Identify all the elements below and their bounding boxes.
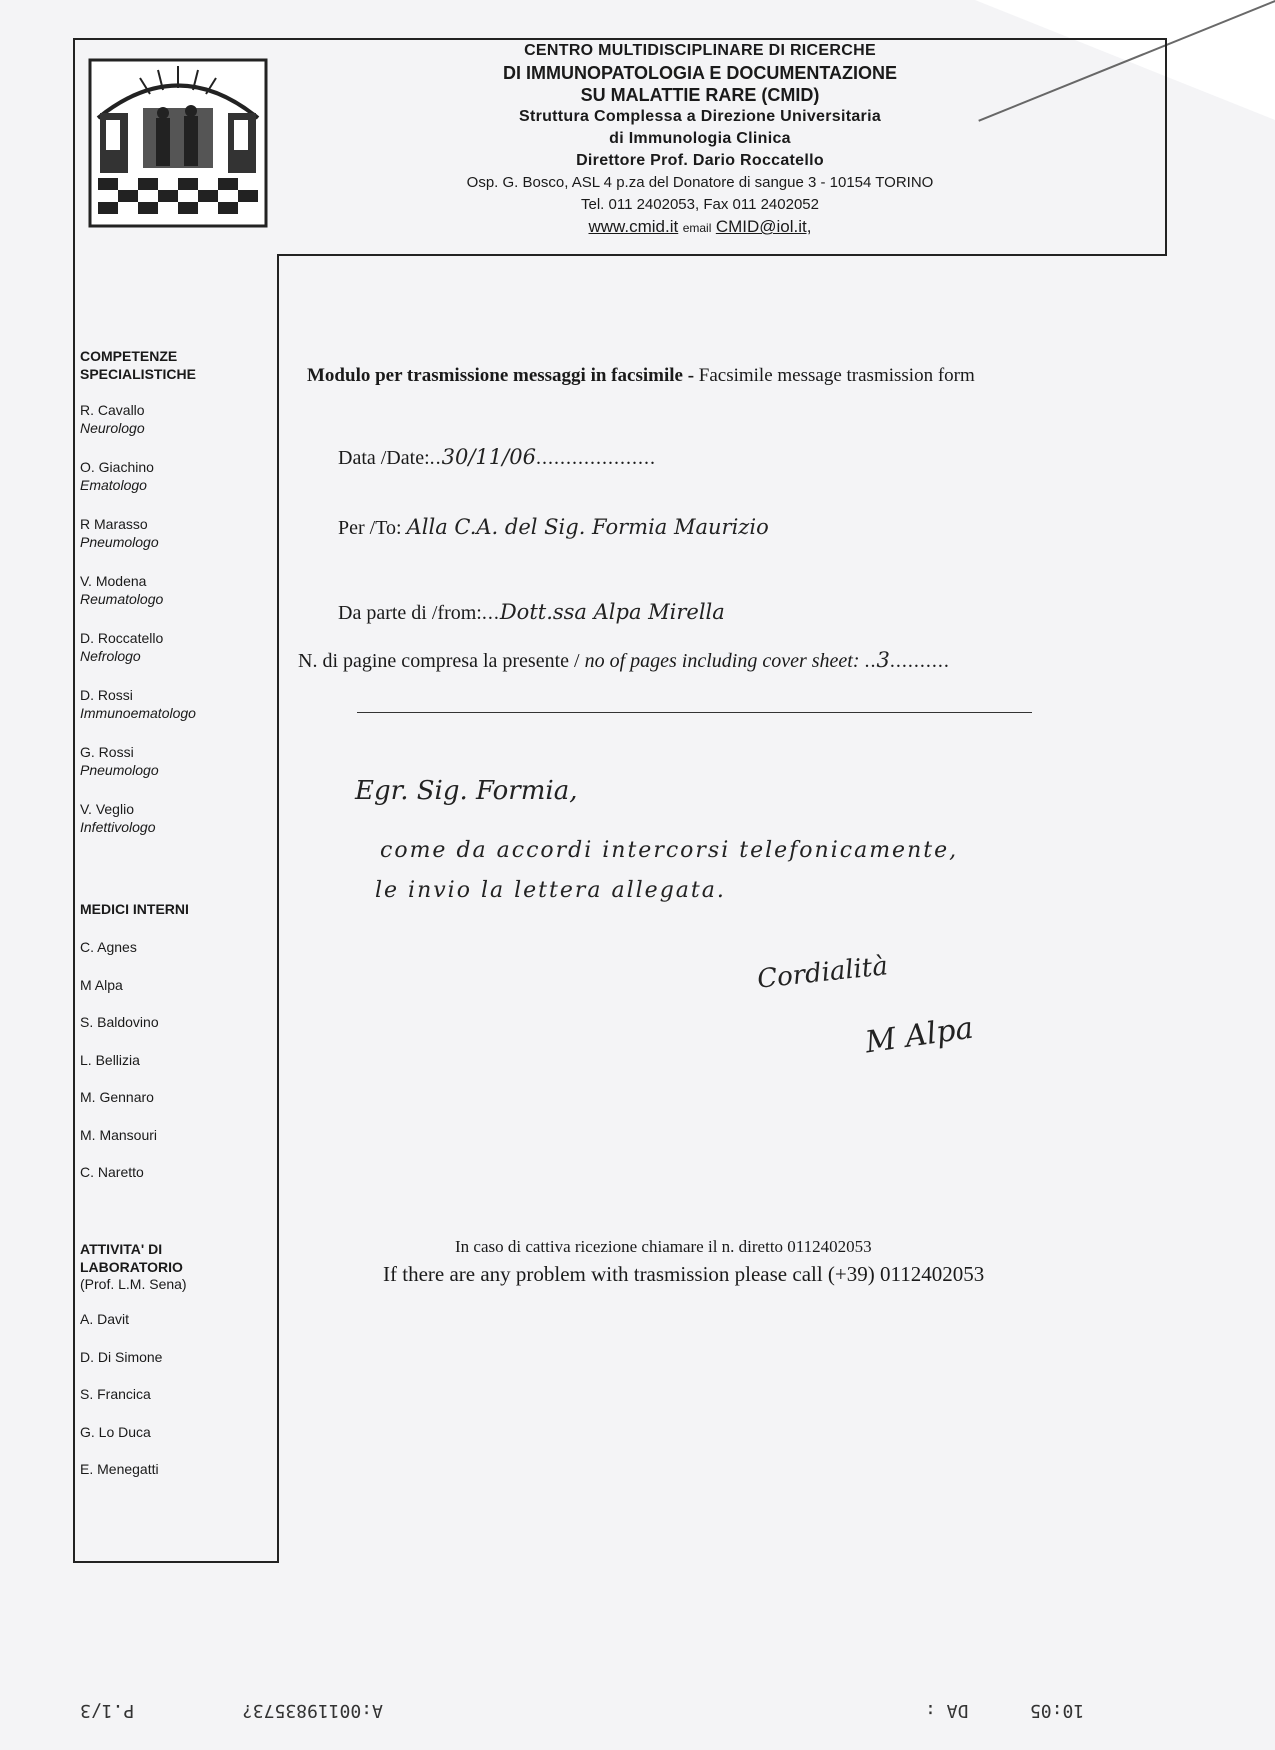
lab-staff-name: S. Francica [80, 1386, 151, 1402]
specialist-name: R. Cavallo [80, 402, 145, 418]
lab-subtitle: (Prof. L.M. Sena) [80, 1276, 187, 1292]
from-value: Dott.ssa Alpa Mirella [499, 600, 725, 624]
lab-staff-name: G. Lo Duca [80, 1423, 151, 1440]
specialist-entry [80, 743, 270, 779]
pages-value: 3 [876, 648, 890, 672]
pages-label-it: N. di pagine compresa la presente / [298, 650, 585, 672]
website-link[interactable]: www.cmid.it [588, 217, 679, 236]
specialist-name: V. Veglio [80, 801, 134, 817]
lab-staff-name: D. Di Simone [80, 1348, 163, 1365]
form-title [307, 365, 975, 387]
specialist-entry [80, 572, 270, 608]
frame-bottom [73, 1561, 279, 1563]
specialist-name: V. Modena [80, 573, 147, 589]
specialist-name: G. Rossi [80, 744, 134, 760]
footer-english: If there are any problem with trasmission please call (+39) 0112402053 [383, 1262, 985, 1286]
separator-line [357, 712, 1032, 713]
date-value: 30/11/06 [441, 445, 536, 469]
specialist-name: O. Giachino [80, 459, 154, 475]
signature: M Alpa [863, 1010, 976, 1061]
lab-staff-name: A. Davit [80, 1311, 130, 1327]
pages-field: N. di pagine compresa la presente / no of pages including cover sheet: ..3.......... [298, 648, 950, 672]
to-value: Alla C.A. del Sig. Formia Maurizio [406, 515, 769, 539]
specialist-role: Reumatologo [80, 591, 164, 607]
footer-italian: In caso di cattiva ricezione chiamare il n. diretto 0112402053 [455, 1237, 872, 1256]
lab-title: ATTIVITA' DI [80, 1241, 163, 1257]
header-line6: Direttore Prof. Dario Roccatello [576, 152, 824, 169]
cmid-logo [88, 58, 268, 228]
medico-name: S. Baldovino [80, 1014, 159, 1030]
email-link[interactable]: CMID@iol.it, [715, 217, 812, 236]
pages-label-en: no of pages including cover sheet: [584, 650, 860, 672]
email-label: email [682, 221, 712, 235]
sidebar-medici [80, 900, 270, 1181]
lab-title2: LABORATORIO [80, 1259, 183, 1275]
letter-closing: Cordialità [755, 951, 890, 995]
medico-name: L. Bellizia [80, 1051, 140, 1068]
from-field: Da parte di /from:...Dott.ssa Alpa Mirella [338, 600, 725, 624]
from-label: Da parte di /from: [338, 602, 482, 624]
competenze-title2: SPECIALISTICHE [80, 366, 196, 382]
medici-title: MEDICI INTERNI [80, 901, 189, 917]
header-line5: di Immunologia Clinica [609, 130, 791, 147]
frame-left [73, 38, 75, 1563]
medico-name: M Alpa [80, 976, 123, 993]
form-title-it: Modulo per trasmissione messaggi in facsimile [307, 365, 683, 386]
frame-header-bottom [277, 254, 1167, 256]
letter-line2: le invio la lettera allegata. [375, 878, 726, 903]
medico-name: M. Mansouri [80, 1126, 158, 1143]
date-label: Data /Date: [338, 447, 430, 469]
medico-name: C. Agnes [80, 939, 137, 955]
specialist-entry [80, 800, 270, 836]
medico-name: M. Gennaro [80, 1089, 154, 1105]
sidebar-laboratorio [80, 1240, 270, 1478]
letterhead [300, 40, 1100, 239]
to-label: Per /To: [338, 517, 402, 539]
fax-time: 10:05 [1030, 1700, 1085, 1721]
frame-header-right [1165, 38, 1167, 256]
specialist-entry [80, 629, 270, 665]
header-phone: Tel. 011 2402053, Fax 011 2402052 [581, 196, 819, 213]
header-line4: Struttura Complessa a Direzione Universitaria [518, 108, 882, 125]
header-address: Osp. G. Bosco, ASL 4 p.za del Donatore di sangue 3 - 10154 TORINO [466, 174, 934, 191]
specialist-role: Infettivologo [80, 819, 156, 835]
competenze-title: COMPETENZE [80, 348, 178, 364]
letter-greeting: Egr. Sig. Formia, [355, 776, 578, 806]
specialist-name: D. Roccatello [80, 630, 164, 646]
lab-staff-name: E. Menegatti [80, 1461, 159, 1477]
form-title-sep: - [682, 365, 699, 386]
specialist-role: Pneumologo [80, 762, 159, 778]
fax-page-count: P.1/3 [80, 1700, 135, 1721]
fax-da: DA : [925, 1700, 969, 1721]
frame-sidebar-right [277, 254, 279, 1563]
specialist-entry [80, 401, 270, 437]
specialist-role: Neurologo [80, 420, 145, 436]
specialist-role: Nefrologo [80, 648, 141, 664]
letter-line1: come da accordi intercorsi telefonicamente, [380, 838, 959, 863]
to-field [338, 515, 769, 540]
specialist-role: Ematologo [80, 477, 147, 493]
fax-number: A:0011983573? [242, 1700, 383, 1721]
sidebar-competenze [80, 347, 270, 836]
specialist-entry [80, 686, 270, 722]
specialist-role: Pneumologo [80, 534, 159, 550]
header-line1: CENTRO MULTIDISCIPLINARE DI RICERCHE [524, 42, 876, 59]
form-title-en: Facsimile message trasmission form [698, 365, 975, 386]
header-line2: DI IMMUNOPATOLOGIA E DOCUMENTAZIONE [503, 63, 897, 83]
specialist-entry [80, 458, 270, 494]
specialist-name: R Marasso [80, 516, 148, 532]
medico-name: C. Naretto [80, 1164, 144, 1180]
specialist-entry [80, 515, 270, 551]
date-field: Data /Date:..30/11/06.................... [338, 445, 656, 469]
specialist-name: D. Rossi [80, 687, 133, 703]
specialist-role: Immunoematologo [80, 705, 196, 721]
header-line3: SU MALATTIE RARE (CMID) [580, 85, 820, 105]
